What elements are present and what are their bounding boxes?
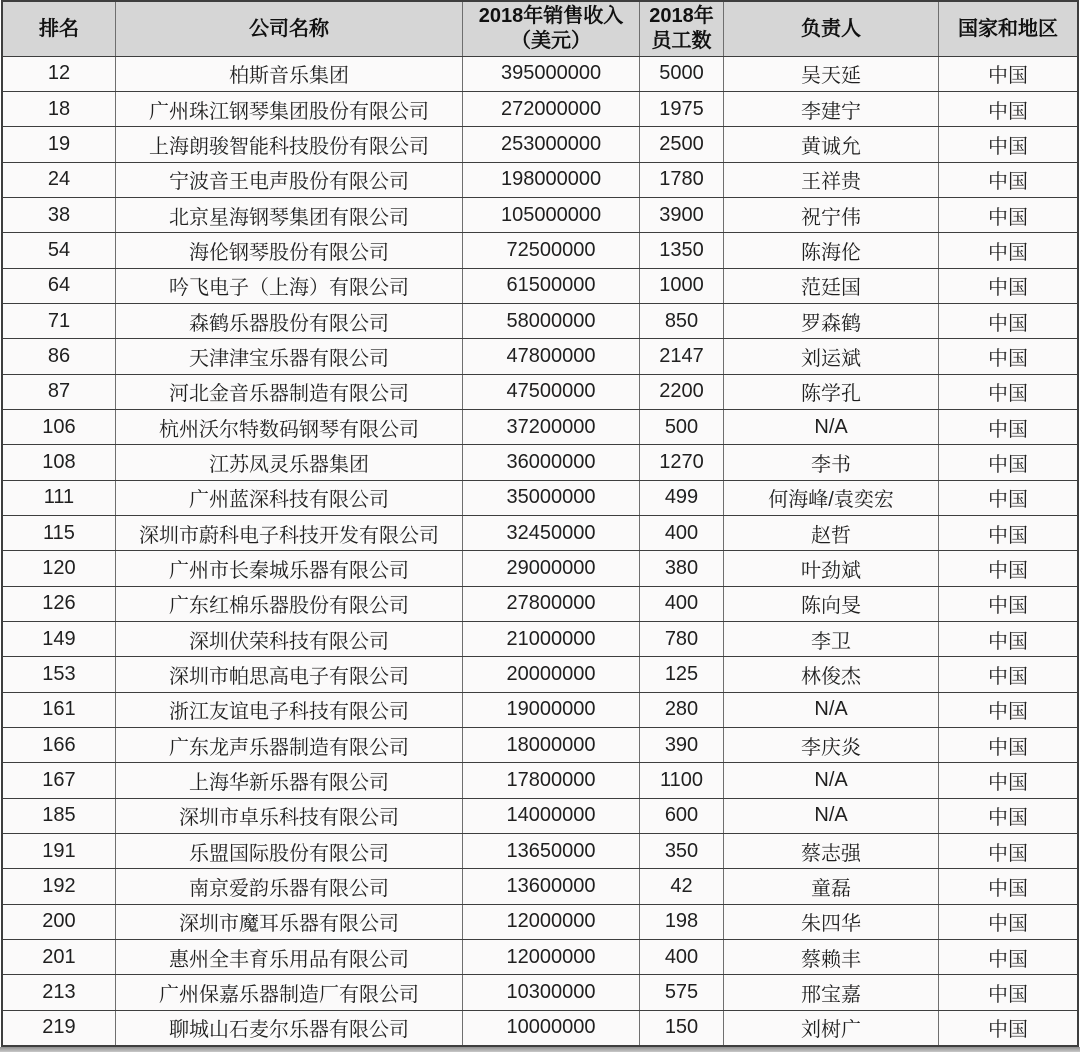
contact-cell: 陈学孔: [724, 374, 939, 409]
column-header-line: 2018年销售收入: [478, 5, 624, 28]
revenue-cell: 12000000: [463, 940, 640, 975]
contact-cell: 朱四华: [724, 904, 939, 939]
company-cell: 江苏凤灵乐器集团: [115, 445, 462, 480]
employees-cell: 1350: [639, 233, 723, 268]
region-cell: 中国: [938, 339, 1078, 374]
rank-cell: 87: [2, 374, 115, 409]
column-header-line: 员工数: [651, 29, 712, 52]
region-cell: 中国: [938, 445, 1078, 480]
table-row: [2, 409, 1078, 444]
contact-cell: 黄诚允: [724, 127, 939, 162]
contact-cell: 陈向旻: [724, 586, 939, 621]
employees-cell: 780: [639, 622, 723, 657]
contact-cell: 刘树广: [724, 1010, 939, 1045]
company-cell: 浙江友谊电子科技有限公司: [115, 692, 462, 727]
table-row: [2, 480, 1078, 515]
region-cell: 中国: [938, 975, 1078, 1010]
rank-cell: 185: [2, 798, 115, 833]
region-cell: 中国: [938, 692, 1078, 727]
company-cell: 广东红棉乐器股份有限公司: [115, 586, 462, 621]
region-cell: 中国: [938, 657, 1078, 692]
rank-cell: 192: [2, 869, 115, 904]
company-cell: 上海朗骏智能科技股份有限公司: [115, 127, 462, 162]
revenue-cell: 272000000: [463, 91, 640, 126]
contact-cell: 李卫: [724, 622, 939, 657]
region-cell: 中国: [938, 834, 1078, 869]
rank-cell: 167: [2, 763, 115, 798]
column-header-line: （美元）: [511, 29, 592, 52]
region-cell: 中国: [938, 586, 1078, 621]
revenue-cell: 72500000: [463, 233, 640, 268]
employees-cell: 125: [639, 657, 723, 692]
employees-cell: 2500: [639, 127, 723, 162]
company-cell: 广州蓝深科技有限公司: [115, 480, 462, 515]
revenue-cell: 29000000: [463, 551, 640, 586]
table-row: [2, 551, 1078, 586]
contact-cell: 李书: [724, 445, 939, 480]
contact-cell: 赵哲: [724, 515, 939, 550]
employees-cell: 500: [639, 409, 723, 444]
revenue-cell: 47800000: [463, 339, 640, 374]
table-row: [2, 374, 1078, 409]
region-cell: 中国: [938, 480, 1078, 515]
revenue-cell: 10300000: [463, 975, 640, 1010]
revenue-cell: 10000000: [463, 1010, 640, 1045]
company-cell: 河北金音乐器制造有限公司: [115, 374, 462, 409]
employees-cell: 400: [639, 586, 723, 621]
employees-cell: 1100: [639, 763, 723, 798]
table-row: [2, 162, 1078, 197]
rank-cell: 38: [2, 197, 115, 232]
employees-cell: 1000: [639, 268, 723, 303]
employees-cell: 1780: [639, 162, 723, 197]
table-row: [2, 233, 1078, 268]
region-cell: 中国: [938, 91, 1078, 126]
column-header-employees: [639, 1, 723, 56]
contact-cell: 李庆炎: [724, 728, 939, 763]
table-row: [2, 445, 1078, 480]
table-row: [2, 904, 1078, 939]
rank-cell: 71: [2, 303, 115, 338]
rank-cell: 120: [2, 551, 115, 586]
rank-cell: 108: [2, 445, 115, 480]
contact-cell: 刘运斌: [724, 339, 939, 374]
region-cell: 中国: [938, 409, 1078, 444]
revenue-cell: 12000000: [463, 904, 640, 939]
rank-cell: 64: [2, 268, 115, 303]
employees-cell: 150: [639, 1010, 723, 1045]
rank-cell: 18: [2, 91, 115, 126]
contact-cell: 范廷国: [724, 268, 939, 303]
revenue-cell: 58000000: [463, 303, 640, 338]
table-row: [2, 763, 1078, 798]
revenue-cell: 32450000: [463, 515, 640, 550]
company-cell: 聊城山石麦尔乐器有限公司: [115, 1010, 462, 1045]
column-header-line: 负责人: [801, 17, 862, 40]
contact-cell: 吴天延: [724, 56, 939, 91]
rank-cell: 115: [2, 515, 115, 550]
contact-cell: 王祥贵: [724, 162, 939, 197]
table-row: [2, 91, 1078, 126]
table-row: [2, 869, 1078, 904]
region-cell: 中国: [938, 127, 1078, 162]
region-cell: 中国: [938, 869, 1078, 904]
employees-cell: 400: [639, 940, 723, 975]
region-cell: 中国: [938, 728, 1078, 763]
employees-cell: 198: [639, 904, 723, 939]
employees-cell: 380: [639, 551, 723, 586]
table-row: [2, 586, 1078, 621]
table-bottom-edge: [0, 1047, 1080, 1052]
contact-cell: 蔡志强: [724, 834, 939, 869]
revenue-cell: 14000000: [463, 798, 640, 833]
contact-cell: 陈海伦: [724, 233, 939, 268]
company-cell: 深圳市卓乐科技有限公司: [115, 798, 462, 833]
employees-cell: 5000: [639, 56, 723, 91]
column-header-contact: [724, 1, 939, 56]
region-cell: 中国: [938, 197, 1078, 232]
rank-cell: 200: [2, 904, 115, 939]
company-cell: 广州市长秦城乐器有限公司: [115, 551, 462, 586]
company-cell: 深圳市蔚科电子科技开发有限公司: [115, 515, 462, 550]
employees-cell: 42: [639, 869, 723, 904]
rank-cell: 111: [2, 480, 115, 515]
contact-cell: 童磊: [724, 869, 939, 904]
company-cell: 南京爱韵乐器有限公司: [115, 869, 462, 904]
revenue-cell: 198000000: [463, 162, 640, 197]
company-cell: 广东龙声乐器制造有限公司: [115, 728, 462, 763]
company-cell: 深圳伏荣科技有限公司: [115, 622, 462, 657]
employees-cell: 1270: [639, 445, 723, 480]
region-cell: 中国: [938, 622, 1078, 657]
column-header-line: 2018年: [649, 5, 714, 28]
employees-cell: 575: [639, 975, 723, 1010]
company-cell: 柏斯音乐集团: [115, 56, 462, 91]
column-header-rank: [2, 1, 115, 56]
table-row: [2, 197, 1078, 232]
revenue-cell: 395000000: [463, 56, 640, 91]
revenue-cell: 253000000: [463, 127, 640, 162]
table-row: [2, 303, 1078, 338]
rank-cell: 191: [2, 834, 115, 869]
contact-cell: 何海峰/袁奕宏: [724, 480, 939, 515]
rank-cell: 201: [2, 940, 115, 975]
revenue-cell: 20000000: [463, 657, 640, 692]
company-cell: 广州保嘉乐器制造厂有限公司: [115, 975, 462, 1010]
revenue-cell: 18000000: [463, 728, 640, 763]
table-row: [2, 622, 1078, 657]
rank-cell: 166: [2, 728, 115, 763]
revenue-cell: 27800000: [463, 586, 640, 621]
table-row: [2, 1010, 1078, 1045]
region-cell: 中国: [938, 56, 1078, 91]
employees-cell: 2147: [639, 339, 723, 374]
table-row: [2, 127, 1078, 162]
company-cell: 吟飞电子（上海）有限公司: [115, 268, 462, 303]
table-row: [2, 940, 1078, 975]
contact-cell: N/A: [724, 409, 939, 444]
rank-cell: 106: [2, 409, 115, 444]
contact-cell: N/A: [724, 798, 939, 833]
employees-cell: 390: [639, 728, 723, 763]
contact-cell: N/A: [724, 692, 939, 727]
rank-cell: 19: [2, 127, 115, 162]
employees-cell: 3900: [639, 197, 723, 232]
company-cell: 乐盟国际股份有限公司: [115, 834, 462, 869]
revenue-cell: 19000000: [463, 692, 640, 727]
rank-cell: 161: [2, 692, 115, 727]
company-ranking-table: [1, 0, 1079, 1047]
region-cell: 中国: [938, 515, 1078, 550]
contact-cell: 蔡赖丰: [724, 940, 939, 975]
revenue-cell: 13600000: [463, 869, 640, 904]
company-cell: 深圳市魔耳乐器有限公司: [115, 904, 462, 939]
company-cell: 森鹤乐器股份有限公司: [115, 303, 462, 338]
region-cell: 中国: [938, 268, 1078, 303]
table-row: [2, 657, 1078, 692]
region-cell: 中国: [938, 763, 1078, 798]
revenue-cell: 61500000: [463, 268, 640, 303]
employees-cell: 350: [639, 834, 723, 869]
contact-cell: 祝宁伟: [724, 197, 939, 232]
company-cell: 广州珠江钢琴集团股份有限公司: [115, 91, 462, 126]
company-cell: 惠州全丰育乐用品有限公司: [115, 940, 462, 975]
employees-cell: 280: [639, 692, 723, 727]
column-header-region: [938, 1, 1078, 56]
contact-cell: 叶劲斌: [724, 551, 939, 586]
rank-cell: 153: [2, 657, 115, 692]
rank-cell: 219: [2, 1010, 115, 1045]
rank-cell: 54: [2, 233, 115, 268]
company-cell: 上海华新乐器有限公司: [115, 763, 462, 798]
employees-cell: 2200: [639, 374, 723, 409]
column-header-revenue: [463, 1, 640, 56]
table-row: [2, 975, 1078, 1010]
company-cell: 杭州沃尔特数码钢琴有限公司: [115, 409, 462, 444]
revenue-cell: 35000000: [463, 480, 640, 515]
employees-cell: 400: [639, 515, 723, 550]
contact-cell: 罗森鹤: [724, 303, 939, 338]
contact-cell: 李建宁: [724, 91, 939, 126]
rank-cell: 24: [2, 162, 115, 197]
table-row: [2, 798, 1078, 833]
table-row: [2, 692, 1078, 727]
region-cell: 中国: [938, 374, 1078, 409]
region-cell: 中国: [938, 940, 1078, 975]
table-row: [2, 339, 1078, 374]
revenue-cell: 36000000: [463, 445, 640, 480]
rank-cell: 86: [2, 339, 115, 374]
rank-cell: 12: [2, 56, 115, 91]
table-row: [2, 515, 1078, 550]
column-header-company: [115, 1, 462, 56]
region-cell: 中国: [938, 904, 1078, 939]
employees-cell: 499: [639, 480, 723, 515]
table-row: [2, 728, 1078, 763]
region-cell: 中国: [938, 1010, 1078, 1045]
column-header-line: 排名: [38, 17, 79, 40]
table-row: [2, 268, 1078, 303]
company-cell: 宁波音王电声股份有限公司: [115, 162, 462, 197]
contact-cell: 邢宝嘉: [724, 975, 939, 1010]
revenue-cell: 21000000: [463, 622, 640, 657]
company-cell: 北京星海钢琴集团有限公司: [115, 197, 462, 232]
rank-cell: 126: [2, 586, 115, 621]
company-cell: 海伦钢琴股份有限公司: [115, 233, 462, 268]
contact-cell: N/A: [724, 763, 939, 798]
header-row: [2, 1, 1078, 56]
column-header-line: 公司名称: [249, 17, 330, 40]
table-row: [2, 56, 1078, 91]
revenue-cell: 17800000: [463, 763, 640, 798]
revenue-cell: 37200000: [463, 409, 640, 444]
company-cell: 天津津宝乐器有限公司: [115, 339, 462, 374]
column-header-line: 国家和地区: [957, 17, 1058, 40]
region-cell: 中国: [938, 551, 1078, 586]
employees-cell: 1975: [639, 91, 723, 126]
rank-cell: 149: [2, 622, 115, 657]
revenue-cell: 47500000: [463, 374, 640, 409]
revenue-cell: 13650000: [463, 834, 640, 869]
rank-cell: 213: [2, 975, 115, 1010]
region-cell: 中国: [938, 303, 1078, 338]
revenue-cell: 105000000: [463, 197, 640, 232]
employees-cell: 600: [639, 798, 723, 833]
table-row: [2, 834, 1078, 869]
contact-cell: 林俊杰: [724, 657, 939, 692]
region-cell: 中国: [938, 233, 1078, 268]
region-cell: 中国: [938, 162, 1078, 197]
employees-cell: 850: [639, 303, 723, 338]
region-cell: 中国: [938, 798, 1078, 833]
company-cell: 深圳市帕思高电子有限公司: [115, 657, 462, 692]
